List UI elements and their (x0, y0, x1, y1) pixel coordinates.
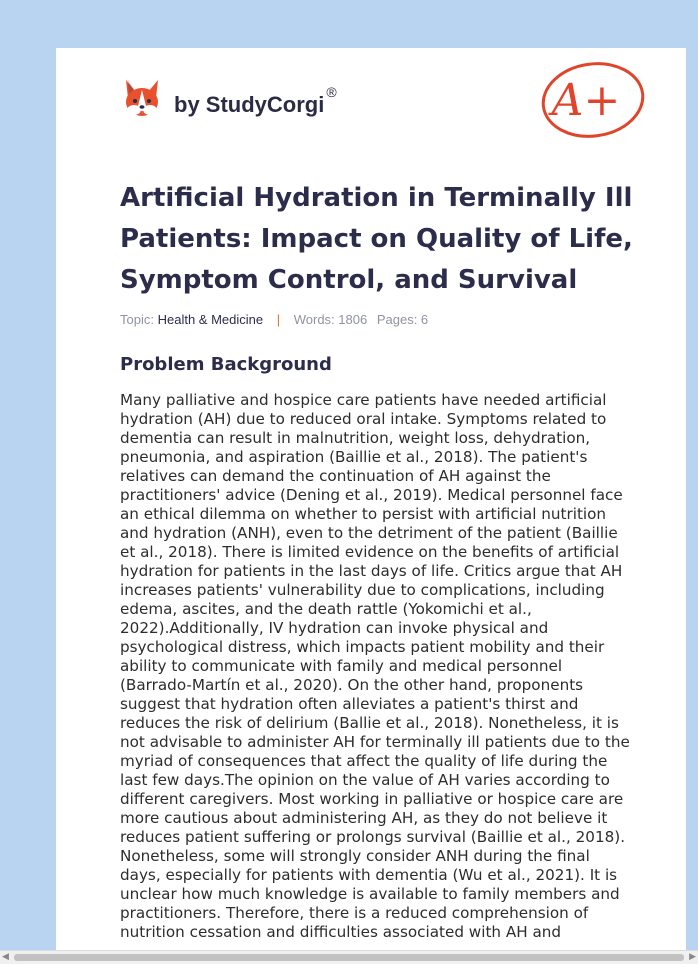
scroll-right-icon[interactable]: ▶ (689, 952, 696, 962)
grade-text: A+ (551, 75, 621, 126)
section-heading: Problem Background (120, 354, 332, 375)
meta-separator: | (276, 312, 281, 327)
horizontal-scrollbar[interactable] (0, 950, 698, 964)
topic-link[interactable]: Health & Medicine (157, 312, 264, 327)
studycorgi-logo[interactable] (120, 76, 337, 120)
body-paragraph: Many palliative and hospice care patients have needed artificial hydration (AH) due to reduced oral intake. Symptoms related to dementia can result in malnutrition, weight loss, dehydration, pneumonia, and aspiration (Baillie et al., 2018). The patient's relatives can demand the continuation of AH against the practitioners' advice (Dening et al., 2019). Medical personnel face an ethical dilemma on whether to persist with artificial nutrition and hydration (ANH), even to the detriment of the patient (Baillie et al., 2018). There is limited evidence on the benefits of artificial hydration for patients in the last days of life. Critics argue that AH increases patients' vulnerability due to complications, including edema, ascites, and the death rattle (Yokomichi et al., 2022).Additionally, IV hydration can invoke physical and psychological distress, which impacts patient mobility and their ability to communicate with family and medical personnel (Barrado-Martín et al., 2020). On the other hand, proponents suggest that hydration often alleviates a patient's thirst and reduces the risk of delirium (Ballie et al., 2018). Nonetheless, it is not advisable to administer AH for terminally ill patients due to the myriad of consequences that affect the quality of life during the last few days.The opinion on the value of AH varies according to different caregivers. Most working in palliative or hospice care are more cautious about administering AH, as they do not believe it reduces patient suffering or prolongs survival (Baillie et al., 2018). Nonetheless, some will strongly consider ANH during the final days, especially for patients with dementia (Wu et al., 2021). It is unclear how much knowledge is available to family members and practitioners. Therefore, there is a reduced comprehension of nutrition cessation and difficulties associated with AH and (120, 391, 630, 941)
grade-a-plus-badge (538, 60, 648, 140)
topic-label: Topic: (120, 312, 154, 327)
corgi-icon (120, 76, 164, 120)
brand-name: by StudyCorgi ® (174, 84, 337, 117)
document-page (56, 48, 686, 952)
document-meta (120, 312, 428, 327)
registered-mark: ® (326, 84, 337, 100)
page-count: Pages: 6 (376, 312, 429, 327)
word-count: Words: 1806 (293, 312, 368, 327)
scroll-left-icon[interactable]: ◀ (2, 952, 9, 962)
scrollbar-thumb[interactable] (14, 954, 684, 961)
document-title: Artificial Hydration in Terminally Ill Patients: Impact on Quality of Life, Symptom Control, and Survival (120, 183, 633, 295)
